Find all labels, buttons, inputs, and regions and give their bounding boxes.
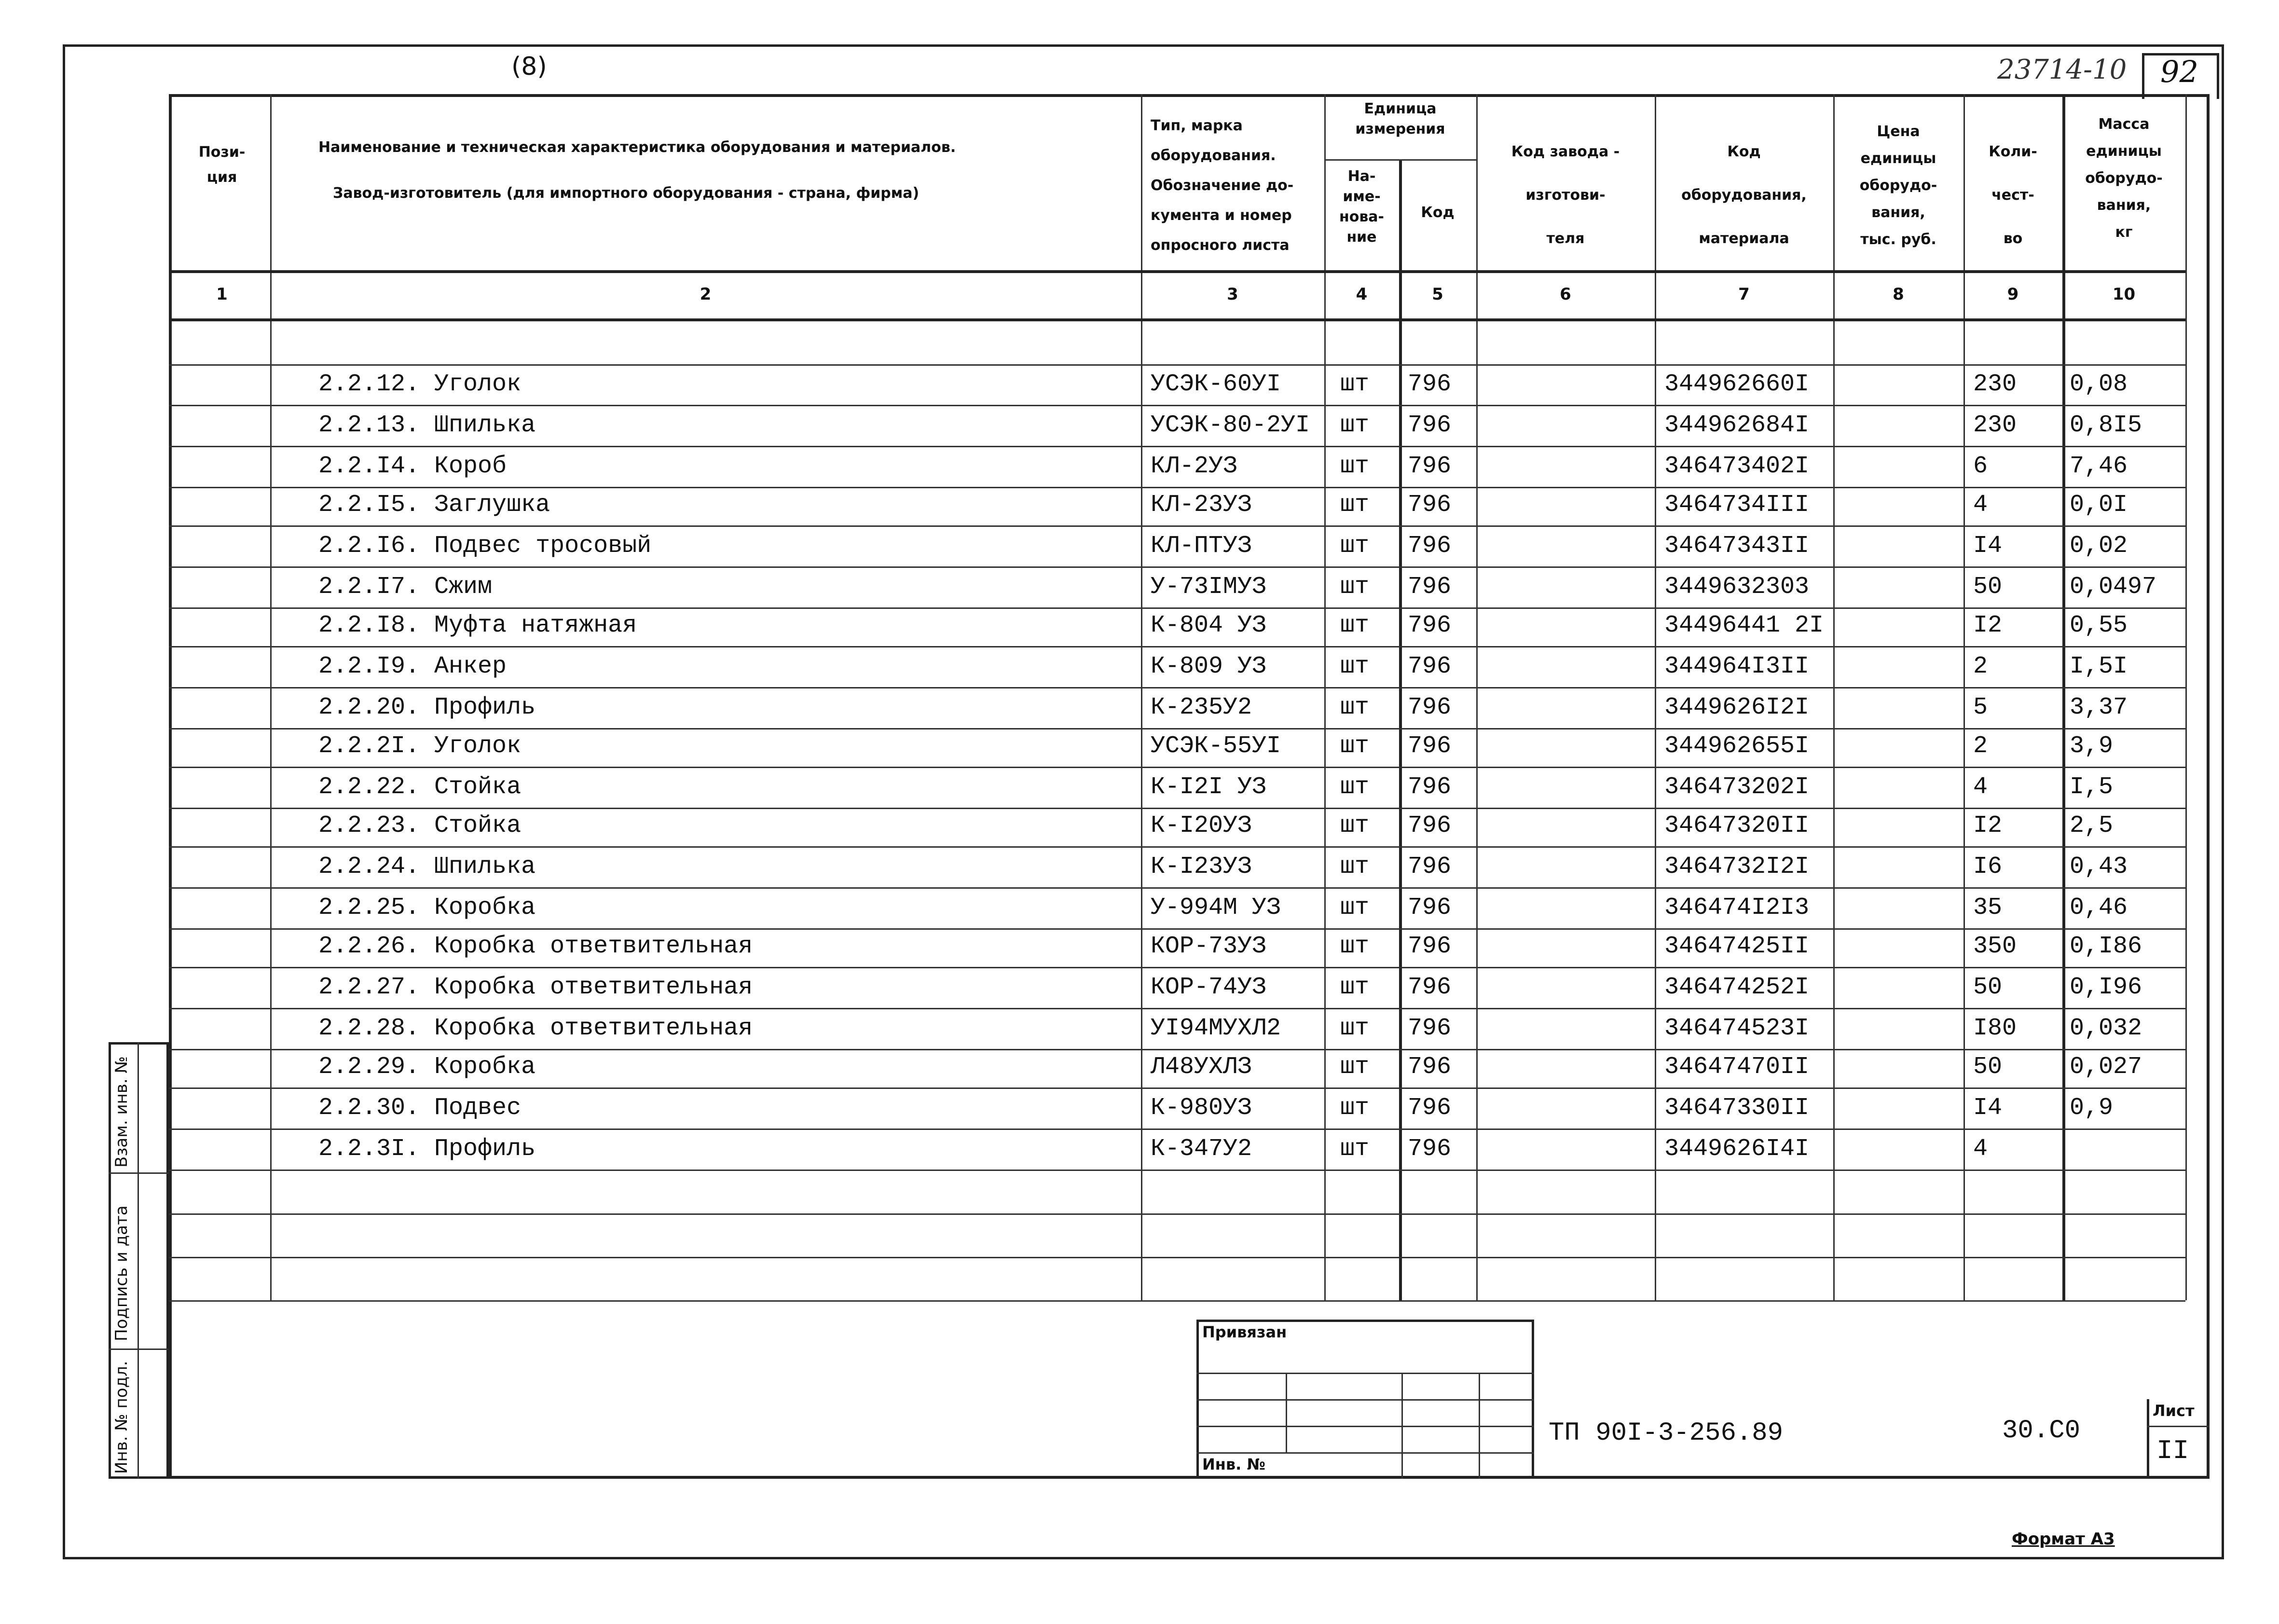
table-cell-type: УСЭК-55УI	[1151, 732, 1281, 760]
row-line	[169, 1087, 2185, 1089]
table-cell-unit: шт	[1340, 732, 1370, 760]
table-cell-code: 796	[1408, 853, 1452, 881]
side-stamp-vzam: Взам. инв. №	[112, 1056, 131, 1168]
table-cell-name: 2.2.22. Стойка	[318, 773, 522, 801]
table-cell-qty: 50	[1973, 573, 2003, 601]
table-cell-mass: 0,032	[2070, 1015, 2142, 1042]
table-cell-code: 796	[1408, 532, 1452, 560]
table-cell-type: УСЭК-60УI	[1151, 371, 1281, 398]
header-name-line2: Завод-изготовитель (для импортного оборудования - страна, фирма)	[333, 185, 920, 202]
table-cell-code: 796	[1408, 812, 1452, 840]
table-cell-mat_code: 344962660I	[1664, 371, 1810, 398]
table-cell-code: 796	[1408, 412, 1452, 439]
table-cell-mass: 0,55	[2070, 612, 2128, 639]
privyazan-line-1	[1196, 1373, 1534, 1374]
table-cell-name: 2.2.I7. Сжим	[318, 573, 493, 601]
table-cell-qty: 2	[1973, 732, 1988, 760]
table-cell-mat_code: 346473202I	[1664, 773, 1810, 801]
table-cell-code: 796	[1408, 894, 1452, 922]
table-cell-qty: I4	[1973, 1094, 2003, 1122]
table-cell-type: КЛ-ПТУЗ	[1151, 532, 1252, 560]
table-cell-type: К-804 УЗ	[1151, 612, 1267, 639]
table-cell-unit: шт	[1340, 853, 1370, 881]
format-label: Формат А3	[2012, 1529, 2115, 1549]
colnum-1: 1	[216, 285, 228, 304]
col-line-1	[270, 94, 272, 1300]
table-cell-unit: шт	[1340, 974, 1370, 1001]
header-mass: Масса единицы оборудо- вания, кг	[2085, 116, 2163, 241]
table-cell-name: 2.2.27. Коробка ответвительная	[318, 974, 753, 1001]
header-name-line1: Наименование и техническая характеристика оборудования и материалов.	[318, 139, 956, 156]
row-line	[169, 487, 2185, 488]
table-cell-name: 2.2.I8. Муфта натяжная	[318, 612, 637, 639]
table-cell-name: 2.2.30. Подвес	[318, 1094, 522, 1122]
table-cell-qty: 50	[1973, 1053, 2003, 1081]
table-cell-name: 2.2.23. Стойка	[318, 812, 522, 840]
row-line	[169, 1129, 2185, 1130]
table-cell-code: 796	[1408, 1094, 1452, 1122]
table-cell-qty: 230	[1973, 371, 2017, 398]
header-bottom-line	[169, 270, 2185, 273]
header-quantity: Коли- чест- во	[1989, 143, 2037, 247]
table-cell-type: К-235У2	[1151, 694, 1252, 721]
table-cell-unit: шт	[1340, 412, 1370, 439]
row-line	[169, 364, 2185, 366]
colnum-bottom-line	[169, 318, 2185, 321]
table-cell-qty: 4	[1973, 773, 1988, 801]
table-cell-name: 2.2.I9. Анкер	[318, 653, 507, 680]
table-cell-qty: 4	[1973, 491, 1988, 519]
table-cell-code: 796	[1408, 933, 1452, 960]
table-cell-name: 2.2.I5. Заглушка	[318, 491, 550, 519]
table-cell-mass: 0,0497	[2070, 573, 2157, 601]
row-line	[169, 446, 2185, 447]
privyazan-vline-3	[1479, 1373, 1480, 1479]
colnum-4: 4	[1356, 285, 1368, 304]
table-cell-type: К-I20УЗ	[1151, 812, 1252, 840]
row-line	[169, 808, 2185, 809]
list-box-sep	[2147, 1426, 2210, 1427]
table-cell-name: 2.2.28. Коробка ответвительная	[318, 1015, 753, 1042]
side-stamp-divider	[137, 1042, 139, 1479]
table-cell-mat_code: 34647343II	[1664, 532, 1810, 560]
table-cell-type: У-73IМУЗ	[1151, 573, 1267, 601]
table-cell-unit: шт	[1340, 491, 1370, 519]
side-stamp-sep-2	[109, 1349, 169, 1350]
header-unit-code: Код	[1421, 204, 1455, 221]
table-cell-name: 2.2.3I. Профиль	[318, 1135, 536, 1163]
table-cell-qty: 2	[1973, 653, 1988, 680]
table-cell-type: У-994М УЗ	[1151, 894, 1281, 922]
row-line	[169, 405, 2185, 406]
table-cell-mat_code: 3449632303	[1664, 573, 1810, 601]
inv-no-label: Инв. №	[1202, 1455, 1265, 1473]
table-cell-qty: I2	[1973, 812, 2003, 840]
row-line	[169, 525, 2185, 527]
col-line-6	[1655, 94, 1656, 1300]
colnum-10: 10	[2112, 285, 2136, 304]
table-cell-mat_code: 34647425II	[1664, 933, 1810, 960]
table-cell-code: 796	[1408, 573, 1452, 601]
table-cell-unit: шт	[1340, 773, 1370, 801]
col-line-10	[2185, 94, 2187, 1300]
row-line	[169, 687, 2185, 688]
colnum-3: 3	[1227, 285, 1238, 304]
table-cell-type: Л48УХЛЗ	[1151, 1053, 1252, 1081]
side-stamp-podpis: Подпись и дата	[112, 1205, 131, 1341]
table-cell-code: 796	[1408, 491, 1452, 519]
table-cell-mass: 2,5	[2070, 812, 2114, 840]
table-cell-qty: 4	[1973, 1135, 1988, 1163]
privyazan-line-2	[1196, 1399, 1534, 1401]
table-cell-type: КЛ-23УЗ	[1151, 491, 1252, 519]
table-cell-type: К-347У2	[1151, 1135, 1252, 1163]
table-cell-qty: 35	[1973, 894, 2003, 922]
table-cell-mass: 0,027	[2070, 1053, 2142, 1081]
table-cell-mat_code: 346473402I	[1664, 453, 1810, 480]
table-cell-mat_code: 346474252I	[1664, 974, 1810, 1001]
row-line	[169, 767, 2185, 768]
table-cell-name: 2.2.13. Шпилька	[318, 412, 536, 439]
table-cell-type: КЛ-2УЗ	[1151, 453, 1238, 480]
colnum-6: 6	[1560, 285, 1571, 304]
table-cell-mat_code: 34647320II	[1664, 812, 1810, 840]
table-cell-unit: шт	[1340, 1015, 1370, 1042]
row-line	[169, 1049, 2185, 1050]
table-cell-mat_code: 3464734III	[1664, 491, 1810, 519]
table-cell-qty: 350	[1973, 933, 2017, 960]
table-cell-mass: 0,08	[2070, 371, 2128, 398]
table-cell-type: К-I23УЗ	[1151, 853, 1252, 881]
empty-row-line-2	[169, 1257, 2185, 1258]
colnum-2: 2	[700, 285, 712, 304]
table-cell-mass: 3,37	[2070, 694, 2128, 721]
table-cell-qty: I2	[1973, 612, 2003, 639]
row-line	[169, 607, 2185, 609]
privyazan-vline-1	[1286, 1373, 1287, 1452]
table-cell-unit: шт	[1340, 1094, 1370, 1122]
table-cell-code: 796	[1408, 653, 1452, 680]
table-cell-unit: шт	[1340, 371, 1370, 398]
row-line	[169, 846, 2185, 848]
list-number: II	[2156, 1435, 2189, 1466]
table-cell-code: 796	[1408, 1053, 1452, 1081]
table-cell-name: 2.2.25. Коробка	[318, 894, 536, 922]
table-cell-qty: 5	[1973, 694, 1988, 721]
table-cell-unit: шт	[1340, 894, 1370, 922]
colnum-7: 7	[1738, 285, 1750, 304]
table-cell-mass: 0,46	[2070, 894, 2128, 922]
row-line	[169, 928, 2185, 930]
table-cell-unit: шт	[1340, 1135, 1370, 1163]
header-unit-name: На- име- нова- ние	[1339, 168, 1385, 246]
table-cell-mat_code: 344964I3II	[1664, 653, 1810, 680]
table-cell-mass: 0,I96	[2070, 974, 2142, 1001]
table-cell-type: УI94МУХЛ2	[1151, 1015, 1281, 1042]
table-cell-code: 796	[1408, 371, 1452, 398]
table-cell-code: 796	[1408, 1015, 1452, 1042]
header-factory-code: Код завода - изготови- теля	[1511, 143, 1620, 247]
table-cell-mat_code: 34647330II	[1664, 1094, 1810, 1122]
table-cell-mass: 0,I86	[2070, 933, 2142, 960]
table-cell-mass: 0,9	[2070, 1094, 2114, 1122]
table-cell-mat_code: 346474I2I3	[1664, 894, 1810, 922]
table-cell-type: К-809 УЗ	[1151, 653, 1267, 680]
section-code: 30.С0	[2002, 1416, 2081, 1445]
table-cell-mass: I,5	[2070, 773, 2114, 801]
table-cell-type: УСЭК-80-2УI	[1151, 412, 1310, 439]
table-cell-qty: 50	[1973, 974, 2003, 1001]
row-line	[169, 887, 2185, 889]
row-line	[169, 566, 2185, 568]
table-cell-qty: I80	[1973, 1015, 2017, 1042]
table-cell-code: 796	[1408, 694, 1452, 721]
table-cell-unit: шт	[1340, 653, 1370, 680]
row-line	[169, 646, 2185, 647]
colnum-5: 5	[1432, 285, 1443, 304]
doc-code: 23714-10	[1997, 54, 2127, 85]
table-cell-unit: шт	[1340, 573, 1370, 601]
colnum-8: 8	[1893, 285, 1904, 304]
table-cell-unit: шт	[1340, 812, 1370, 840]
table-cell-unit: шт	[1340, 453, 1370, 480]
doc-designation: ТП 90I-3-256.89	[1549, 1418, 1784, 1448]
table-cell-mass: 0,43	[2070, 853, 2128, 881]
table-cell-type: К-980УЗ	[1151, 1094, 1252, 1122]
empty-row-line-3	[169, 1300, 2185, 1302]
table-cell-mass: 3,9	[2070, 732, 2114, 760]
header-position: Пози- ция	[198, 144, 246, 186]
side-stamp-sep-1	[109, 1172, 169, 1174]
table-cell-code: 796	[1408, 1135, 1452, 1163]
table-cell-name: 2.2.12. Уголок	[318, 371, 522, 398]
table-cell-code: 796	[1408, 732, 1452, 760]
row-line	[169, 1008, 2185, 1009]
table-cell-mat_code: 3449626I4I	[1664, 1135, 1810, 1163]
table-cell-unit: шт	[1340, 1053, 1370, 1081]
header-material-code: Код оборудования, материала	[1681, 143, 1807, 247]
table-cell-mat_code: 34647470II	[1664, 1053, 1810, 1081]
table-cell-qty: 230	[1973, 412, 2017, 439]
table-cell-name: 2.2.26. Коробка ответвительная	[318, 933, 753, 960]
table-cell-mass: 0,8I5	[2070, 412, 2142, 439]
privyazan-line-4	[1196, 1452, 1534, 1454]
col-line-5	[1476, 94, 1478, 1300]
table-cell-name: 2.2.29. Коробка	[318, 1053, 536, 1081]
table-cell-name: 2.2.2I. Уголок	[318, 732, 522, 760]
privyazan-label: Привязан	[1202, 1323, 1287, 1341]
table-cell-type: КОР-73УЗ	[1151, 933, 1267, 960]
table-cell-mat_code: 344962655I	[1664, 732, 1810, 760]
sheet-marker: (8)	[511, 52, 547, 81]
row-line	[169, 1170, 2185, 1171]
table-cell-mat_code: 3464732I2I	[1664, 853, 1810, 881]
unit-split-line	[1324, 159, 1476, 161]
table-cell-qty: 6	[1973, 453, 1988, 480]
page-number: 92	[2160, 54, 2198, 89]
table-cell-qty: I6	[1973, 853, 2003, 881]
table-cell-mat_code: 3449626I2I	[1664, 694, 1810, 721]
table-cell-mat_code: 34496441 2I	[1664, 612, 1824, 639]
empty-row-line-1	[169, 1213, 2185, 1215]
table-cell-name: 2.2.20. Профиль	[318, 694, 536, 721]
table-cell-code: 796	[1408, 773, 1452, 801]
privyazan-vline-2	[1401, 1373, 1403, 1479]
table-cell-type: КОР-74УЗ	[1151, 974, 1267, 1001]
row-line	[169, 967, 2185, 968]
table-cell-unit: шт	[1340, 532, 1370, 560]
col-line-9	[2062, 94, 2065, 1300]
header-type: Тип, марка оборудования. Обозначение до- кумента и номер опросного листа	[1151, 117, 1294, 254]
table-cell-unit: шт	[1340, 933, 1370, 960]
table-cell-mat_code: 346474523I	[1664, 1015, 1810, 1042]
side-stamp-inv-podl: Инв. № подл.	[112, 1361, 131, 1474]
table-cell-code: 796	[1408, 974, 1452, 1001]
table-cell-mass: 7,46	[2070, 453, 2128, 480]
table-cell-name: 2.2.I6. Подвес тросовый	[318, 532, 652, 560]
row-line	[169, 728, 2185, 729]
table-cell-mass: I,5I	[2070, 653, 2128, 680]
table-cell-qty: I4	[1973, 532, 2003, 560]
header-price: Цена единицы оборудо- вания, тыс. руб.	[1859, 123, 1937, 248]
col-line-7	[1833, 94, 1835, 1300]
table-cell-code: 796	[1408, 612, 1452, 639]
col-line-2	[1141, 94, 1142, 1300]
table-cell-unit: шт	[1340, 694, 1370, 721]
table-cell-code: 796	[1408, 453, 1452, 480]
table-cell-unit: шт	[1340, 612, 1370, 639]
header-unit-group: Единица измерения	[1355, 100, 1445, 138]
table-cell-mat_code: 344962684I	[1664, 412, 1810, 439]
privyazan-line-3	[1196, 1426, 1534, 1427]
colnum-9: 9	[2007, 285, 2019, 304]
table-cell-name: 2.2.I4. Короб	[318, 453, 507, 480]
col-line-3	[1324, 94, 1326, 1300]
table-cell-mass: 0,02	[2070, 532, 2128, 560]
table-cell-name: 2.2.24. Шпилька	[318, 853, 536, 881]
list-label: Лист	[2153, 1402, 2195, 1420]
col-line-8	[1963, 94, 1965, 1300]
table-cell-type: К-I2I УЗ	[1151, 773, 1267, 801]
table-cell-mass: 0,0I	[2070, 491, 2128, 519]
